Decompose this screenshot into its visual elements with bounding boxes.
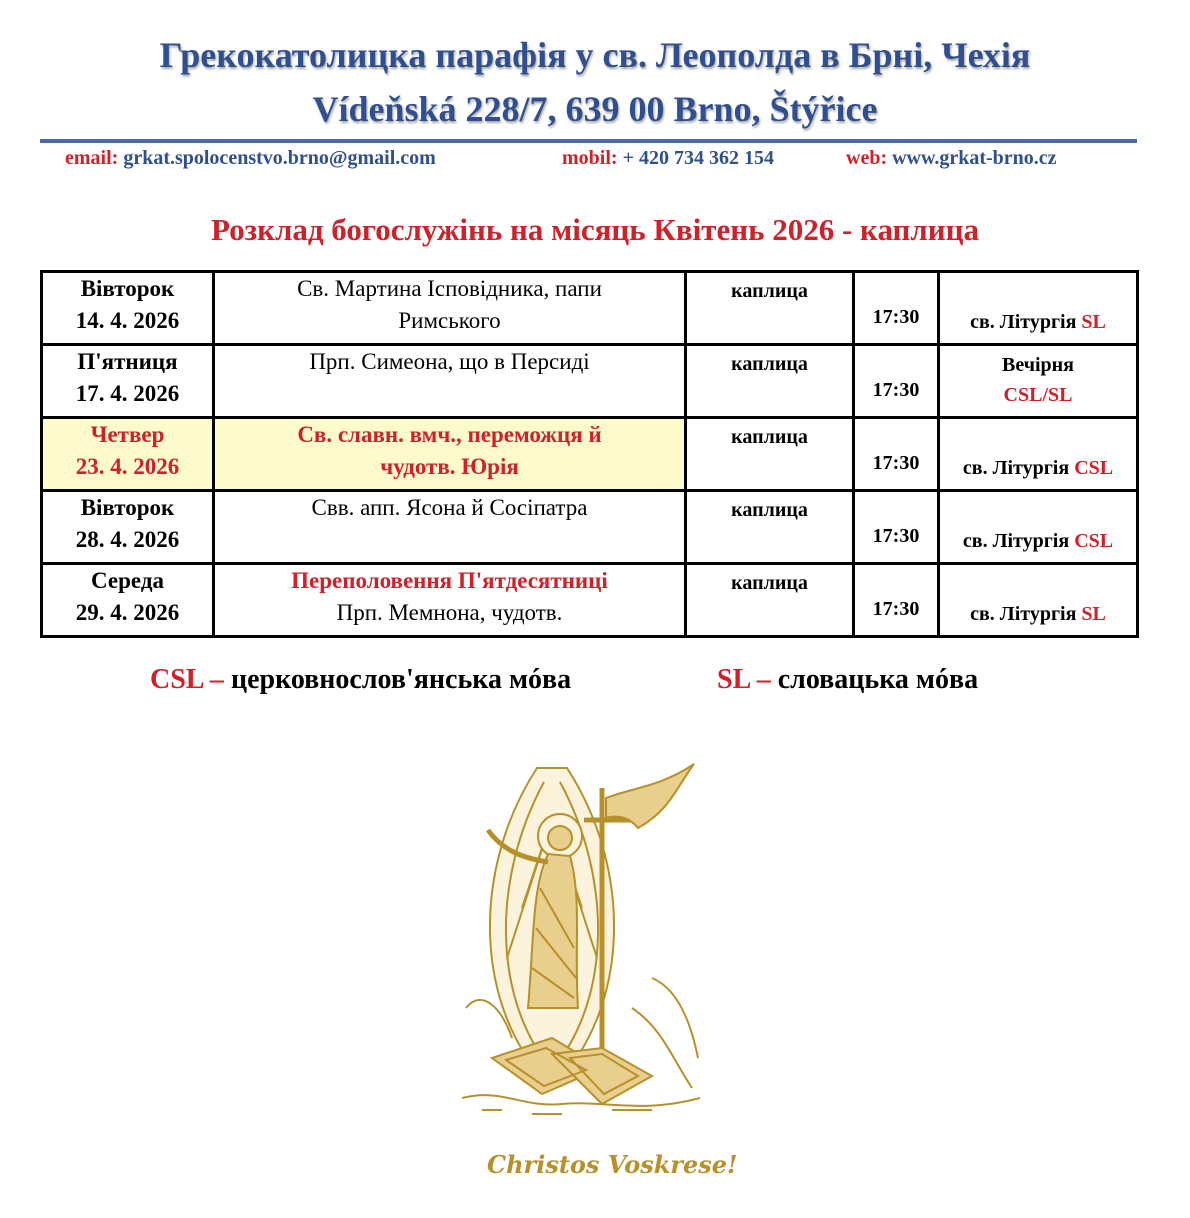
schedule-row — [42, 272, 1138, 345]
service-language: CSL — [1074, 530, 1114, 552]
service-language: CSL — [1074, 457, 1114, 479]
row-day: Вівторок — [80, 495, 175, 520]
row-place: каплица — [686, 272, 854, 345]
legend-sl-text: словацька мóва — [777, 664, 979, 695]
row-feast — [214, 272, 686, 345]
legend-sl — [717, 664, 978, 696]
row-time: 17:30 — [854, 418, 939, 491]
contact-web — [846, 147, 1057, 170]
schedule-row — [42, 345, 1138, 418]
service-name: Вечірня — [1001, 354, 1075, 376]
row-service — [939, 345, 1138, 418]
easter-greeting: Christos Voskrese! — [487, 1150, 738, 1179]
schedule-row — [42, 491, 1138, 564]
legend-sl-abbr: SL – — [717, 664, 771, 695]
schedule-row — [42, 564, 1138, 637]
web-link[interactable]: www.grkat-brno.cz — [892, 147, 1057, 169]
row-day: Вівторок — [80, 276, 175, 301]
row-place: каплица — [686, 491, 854, 564]
service-language: SL — [1081, 603, 1106, 625]
feast-line: Прп. Симеона, що в Персиді — [309, 349, 590, 374]
row-feast — [214, 345, 686, 418]
parish-address: Vídeňská 228/7, 639 00 Brno, Štýřice — [312, 89, 878, 129]
service-language: CSL/SL — [1003, 384, 1073, 406]
row-day-date — [42, 418, 214, 491]
row-service — [939, 564, 1138, 637]
row-service — [939, 272, 1138, 345]
row-date: 23. 4. 2026 — [75, 454, 180, 479]
schedule-title: Розклад богослужінь на місяць Квітень 2026 - каплица — [210, 212, 980, 247]
service-name: св. Літургія — [970, 311, 1077, 333]
service-name: св. Літургія — [962, 530, 1070, 552]
email-label: email: — [65, 147, 119, 169]
row-day-date — [42, 564, 214, 637]
service-name: св. Літургія — [970, 603, 1077, 625]
legend-csl-abbr: CSL – — [150, 664, 224, 695]
resurrection-icon — [462, 758, 700, 1128]
row-date: 17. 4. 2026 — [75, 381, 180, 406]
row-date: 29. 4. 2026 — [75, 600, 180, 625]
service-name: св. Літургія — [962, 457, 1070, 479]
row-day: Четвер — [90, 422, 165, 447]
feast-line: Прп. Мемнона, чудотв. — [336, 600, 563, 625]
contact-mobile — [562, 147, 774, 170]
parish-title: Грекокатолицка парафія у св. Леополда в Брні, Чехія — [159, 35, 1031, 75]
mobile-label: mobil: — [562, 147, 618, 169]
row-service — [939, 491, 1138, 564]
row-day-date — [42, 345, 214, 418]
row-date: 28. 4. 2026 — [75, 527, 180, 552]
legend-csl-text: церковнослов'янська мóва — [230, 664, 572, 695]
feast-line: Переполовення П'ятдесятниці — [291, 568, 608, 593]
mobile-number: + 420 734 362 154 — [622, 147, 774, 169]
header-divider — [40, 139, 1137, 143]
row-feast — [214, 418, 686, 491]
row-feast — [214, 491, 686, 564]
web-label: web: — [846, 147, 888, 169]
row-place: каплица — [686, 564, 854, 637]
row-time: 17:30 — [854, 491, 939, 564]
row-feast — [214, 564, 686, 637]
row-time: 17:30 — [854, 345, 939, 418]
feast-line: чудотв. Юрія — [380, 454, 519, 479]
feast-line: Римського — [398, 308, 501, 333]
feast-line: Св. славн. вмч., переможця й — [297, 422, 602, 447]
schedule-table — [40, 270, 1139, 638]
service-language: SL — [1081, 311, 1106, 333]
row-day-date — [42, 272, 214, 345]
row-time: 17:30 — [854, 564, 939, 637]
row-place: каплица — [686, 345, 854, 418]
schedule-row — [42, 418, 1138, 491]
row-date: 14. 4. 2026 — [75, 308, 180, 333]
feast-line: Св. Мартина Ісповідника, папи — [297, 276, 602, 301]
legend-csl — [150, 664, 571, 696]
row-service — [939, 418, 1138, 491]
row-day: П'ятниця — [77, 349, 178, 374]
row-place: каплица — [686, 418, 854, 491]
row-day-date — [42, 491, 214, 564]
email-link[interactable]: grkat.spolocenstvo.brno@gmail.com — [123, 147, 436, 169]
feast-line: Свв. апп. Ясона й Сосіпатра — [311, 495, 588, 520]
row-day: Середа — [91, 568, 164, 593]
contact-email — [65, 147, 436, 170]
row-time: 17:30 — [854, 272, 939, 345]
